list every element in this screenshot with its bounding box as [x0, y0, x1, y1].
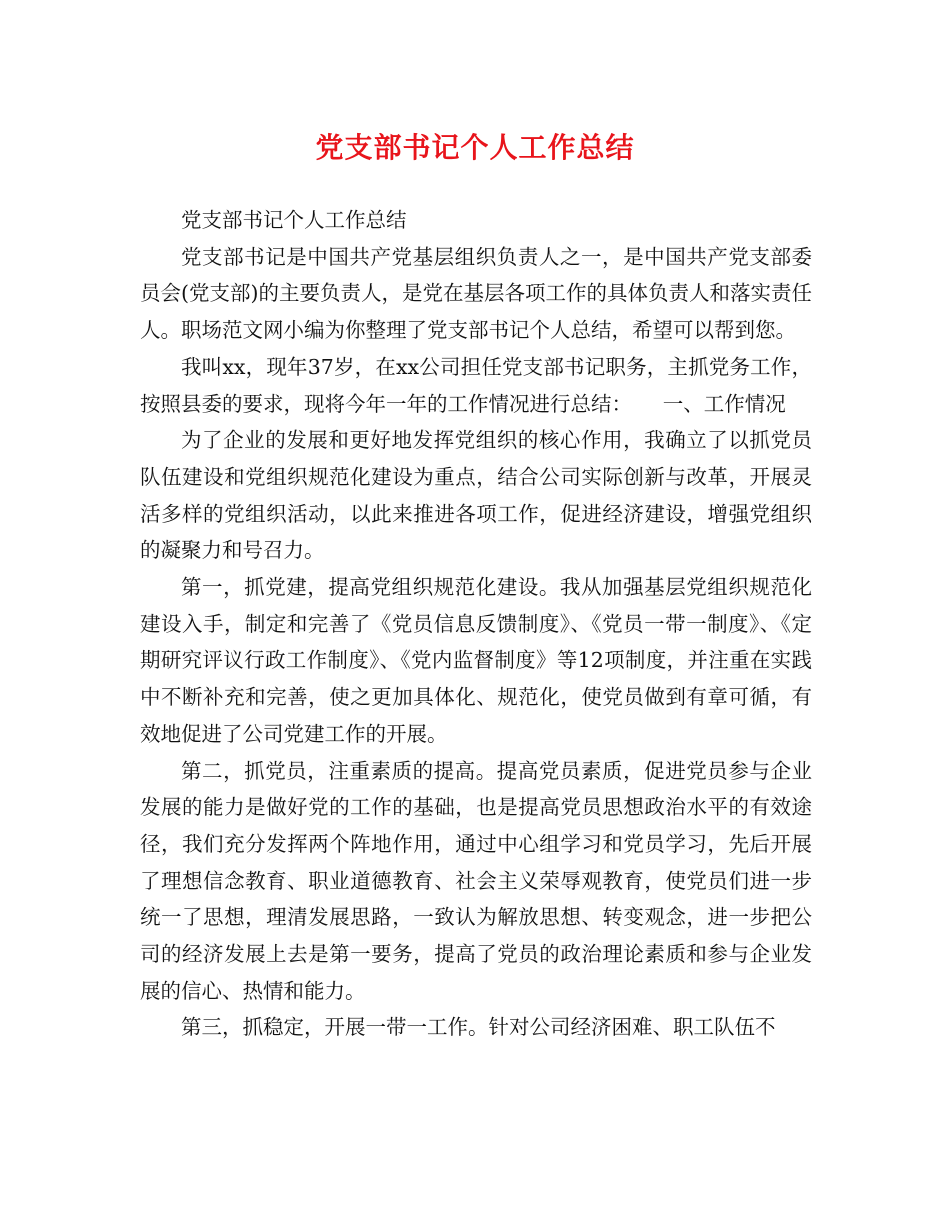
paragraph-subtitle: 党支部书记个人工作总结	[181, 208, 407, 232]
paragraph-second-party-members: 第二，抓党员，注重素质的提高。提高党员素质，促进党员参与企业发展的能力是做好党的工作的基础，也是提高党员思想政治水平的有效途径，我们充分发挥两个阵地作用，通过中心组学习和党员学习，先后开展了理想信念教育、职业道德教育、社会主义荣辱观教育，使党员们进一步统一了思想，理清发展思路，一致认为解放思想、转变观念，进一步把公司的经济发展上去是第一要务，提高了党员的政治理论素质和参与企业发展的信心、热情和能力。	[140, 758, 812, 1003]
paragraph-self-introduction: 我叫xx，现年37岁，在xx公司担任党支部书记职务，主抓党务工作，按照县委的要求，现将今年一年的工作情况进行总结： 一、工作情况	[140, 354, 812, 416]
paragraph-first-party-building: 第一，抓党建，提高党组织规范化建设。我从加强基层党组织规范化建设入手，制定和完善了《党员信息反馈制度》、《党员一带一制度》、《定期研究评议行政工作制度》、《党内监督制度》等12项制度，并注重在实践中不断补充和完善，使之更加具体化、规范化，使党员做到有章可循，有效地促进了公司党建工作的开展。	[140, 575, 812, 746]
document-body	[140, 202, 812, 1046]
paragraph-intro: 党支部书记是中国共产党基层组织负责人之一，是中国共产党支部委员会(党支部)的主要负责人，是党在基层各项工作的具体负责人和落实责任人。职场范文网小编为你整理了党支部书记个人总结，希望可以帮到您。	[140, 244, 812, 343]
paragraph-third-stability: 第三，抓稳定，开展一带一工作。针对公司经济困难、职工队伍不	[181, 1015, 776, 1040]
document-title: 党支部书记个人工作总结	[315, 131, 635, 164]
paragraph-work-overview: 为了企业的发展和更好地发挥党组织的核心作用，我确立了以抓党员队伍建设和党组织规范化建设为重点，结合公司实际创新与改革，开展灵活多样的党组织活动，以此来推进各项工作，促进经济建设，增强党组织的凝聚力和号召力。	[140, 428, 812, 563]
